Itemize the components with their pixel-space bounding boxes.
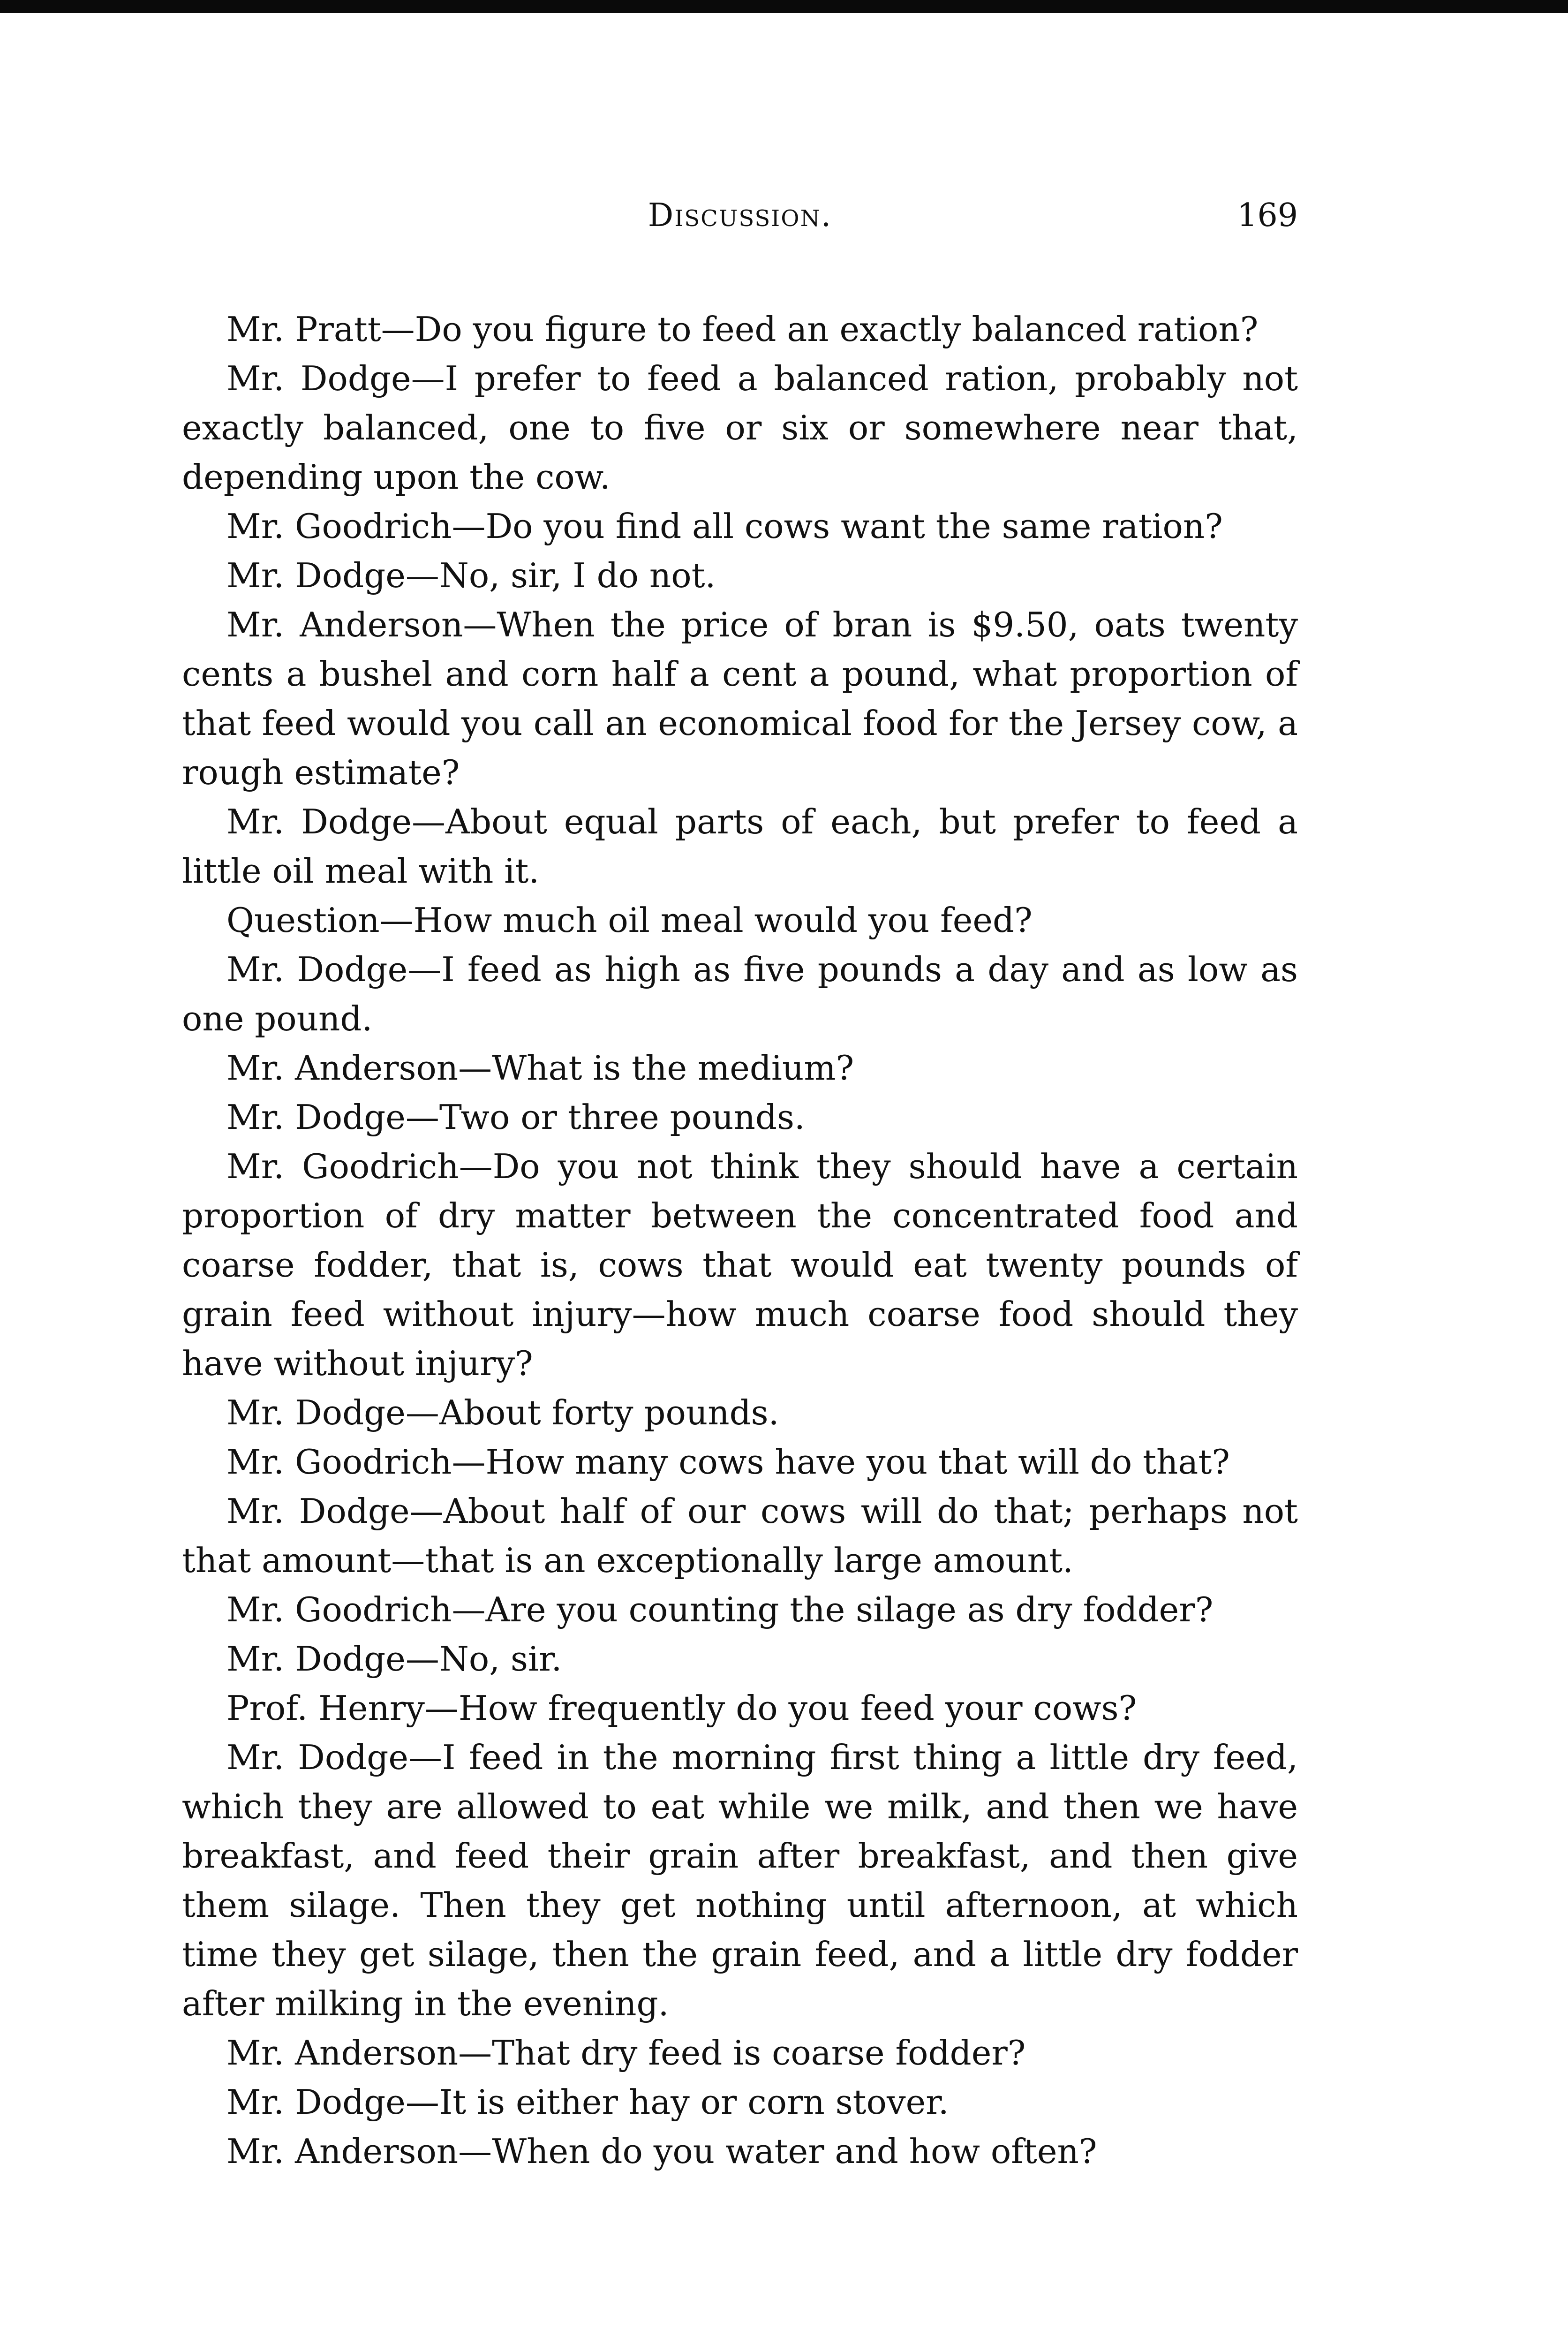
book-page: [182, 197, 1298, 2176]
page-number: 169: [1237, 197, 1298, 234]
paragraph: Mr. Dodge—No, sir, I do not.: [226, 556, 716, 595]
running-head: [182, 197, 1298, 253]
paragraph: Mr. Dodge—I feed as high as five pounds a day and as low as one pound.: [182, 950, 1298, 1038]
paragraph: Mr. Anderson—What is the medium?: [226, 1048, 854, 1088]
paragraph: Mr. Anderson—When do you water and how often?: [226, 2132, 1097, 2171]
discussion-body: [182, 305, 1298, 2176]
paragraph: Question—How much oil meal would you feed?: [226, 900, 1033, 940]
paragraph: Prof. Henry—How frequently do you feed your cows?: [226, 1688, 1137, 1728]
paragraph: Mr. Anderson—That dry feed is coarse fodder?: [226, 2033, 1026, 2073]
paragraph: Mr. Dodge—I prefer to feed a balanced ration, probably not exactly balanced, one to five or six or somewhere near that, depending upon the cow.: [182, 359, 1298, 497]
paragraph: Mr. Dodge—No, sir.: [226, 1639, 562, 1679]
paragraph: Mr. Goodrich—Do you find all cows want the same ration?: [226, 507, 1223, 546]
paragraph: Mr. Dodge—About half of our cows will do that; perhaps not that amount—that is an exceptionally large amount.: [182, 1491, 1298, 1580]
paragraph: Mr. Dodge—About forty pounds.: [226, 1393, 779, 1432]
paragraph: Mr. Pratt—Do you figure to feed an exactly balanced ration?: [226, 310, 1259, 349]
paragraph: Mr. Goodrich—How many cows have you that will do that?: [226, 1442, 1230, 1482]
top-scan-border: [0, 0, 1568, 13]
paragraph: Mr. Dodge—I feed in the morning first thing a little dry feed, which they are allowed to eat while we milk, and then we have breakfast, and feed their grain after breakfast, and then give them silage. Then they get nothing until afternoon, at which time they get silage, then the grain feed, and a little dry fodder after milking in the evening.: [182, 1738, 1298, 2023]
paragraph: Mr. Goodrich—Do you not think they should have a certain proportion of dry matter between the concentrated food and coarse fodder, that is, cows that would eat twenty pounds of grain feed without injury—how much coarse food should they have without injury?: [182, 1147, 1298, 1383]
paragraph: Mr. Goodrich—Are you counting the silage as dry fodder?: [226, 1590, 1214, 1629]
paragraph: Mr. Dodge—Two or three pounds.: [226, 1097, 805, 1137]
section-title: Discussion.: [648, 197, 832, 234]
paragraph: Mr. Dodge—About equal parts of each, but prefer to feed a little oil meal with it.: [182, 802, 1298, 891]
paragraph: Mr. Anderson—When the price of bran is $9.50, oats twenty cents a bushel and corn half a cent a pound, what proportion of that feed would you call an economical food for the Jersey cow, a rough estimate?: [182, 605, 1298, 792]
paragraph: Mr. Dodge—It is either hay or corn stover.: [226, 2082, 949, 2122]
